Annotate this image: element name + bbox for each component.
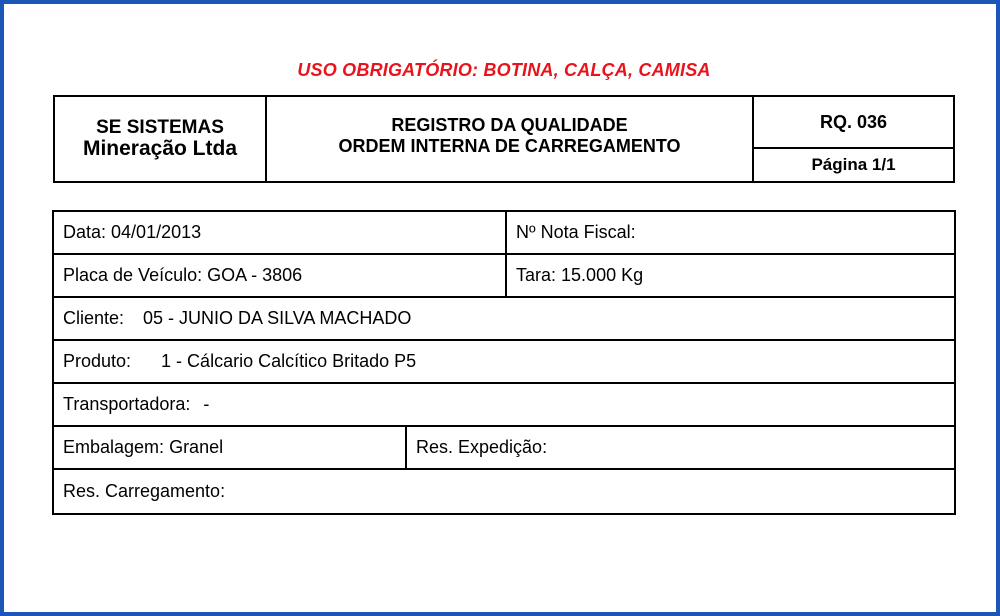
table-row [54,298,954,341]
vehicle-plate-field [54,255,505,296]
loading-responsible-field [54,470,954,513]
tare-field [505,255,954,296]
loading-order-table [52,210,956,515]
page-number: Página 1/1 [811,155,896,174]
vehicle-plate-value: GOA - 3806 [207,265,303,285]
carrier-label: Transportadora: [63,394,191,414]
packaging-label: Embalagem: [63,437,165,457]
client-field [54,298,954,339]
packaging-value: Granel [169,437,224,457]
invoice-field [505,212,954,253]
carrier-value: - [203,394,210,414]
safety-notice: USO OBRIGATÓRIO: BOTINA, CALÇA, CAMISA [297,60,711,80]
document-code: RQ. 036 [754,97,953,149]
company-subtitle: Mineração Ltda [82,136,238,160]
packaging-field [54,427,405,468]
document-title: REGISTRO DA QUALIDADE [391,115,628,136]
company-block [55,97,267,181]
document-header [53,95,955,183]
date-field [54,212,505,253]
company-name: SE SISTEMAS [96,117,224,138]
client-label: Cliente: [63,308,125,328]
client-value: 05 - JUNIO DA SILVA MACHADO [143,308,412,328]
loading-responsible-label: Res. Carregamento: [63,481,226,501]
table-row [54,427,954,470]
document-subtitle: ORDEM INTERNA DE CARREGAMENTO [338,136,681,156]
product-label: Produto: [63,351,132,371]
dispatch-responsible-label: Res. Expedição: [416,437,548,457]
table-row [54,384,954,427]
date-value: 04/01/2013 [111,222,202,242]
carrier-field [54,384,954,425]
table-row [54,212,954,255]
tare-label: Tara: [516,265,557,285]
date-label: Data: [63,222,107,242]
table-row [54,341,954,384]
document-code-block [754,97,953,181]
invoice-label: Nº Nota Fiscal: [516,222,636,242]
table-row [54,470,954,513]
dispatch-responsible-field [405,427,954,468]
product-value: 1 - Cálcario Calcítico Britado P5 [161,351,417,371]
product-field [54,341,954,382]
table-row [54,255,954,298]
document-title-block [267,97,754,181]
tare-value: 15.000 Kg [561,265,644,285]
vehicle-plate-label: Placa de Veículo: [63,265,203,285]
